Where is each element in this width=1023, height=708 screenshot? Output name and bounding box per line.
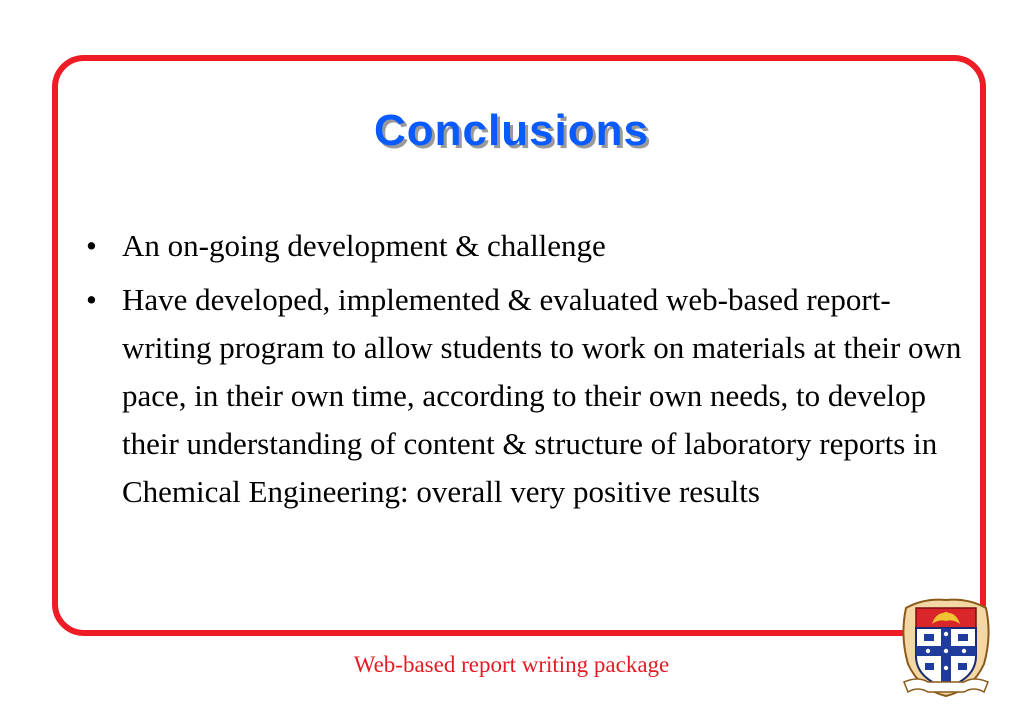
slide-title: Conclusions xyxy=(373,106,650,155)
bullet-list xyxy=(86,222,966,522)
bullet-marker: • xyxy=(86,282,97,317)
bullet-marker: • xyxy=(86,228,97,263)
university-crest-icon xyxy=(898,586,994,698)
bullet-text: Have developed, implemented & evaluated web-based report-writing program to allow students to work on materials at their own pace, in their own time, according to their own needs, to develop their understanding of content & structure of laboratory reports in Chemical Engineering: overall very positive results xyxy=(122,282,962,509)
bullet-item xyxy=(86,222,966,270)
bullet-text: An on-going development & challenge xyxy=(122,228,606,263)
slide-footer: Web-based report writing package xyxy=(353,652,670,677)
bullet-item xyxy=(86,276,966,516)
